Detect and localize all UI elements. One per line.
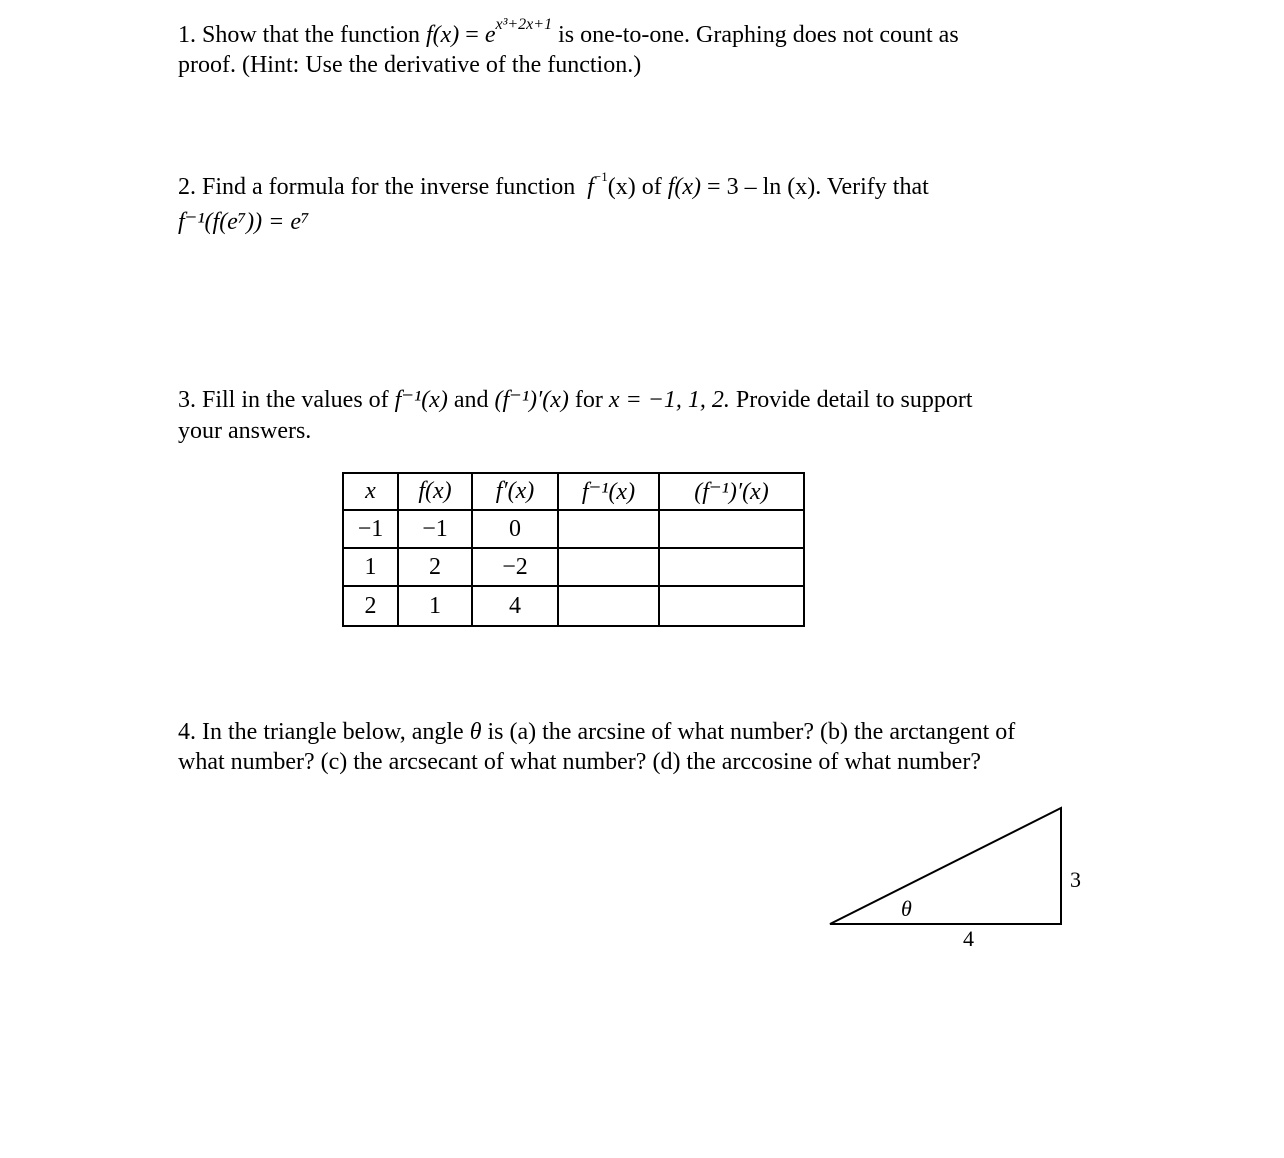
q3-line1 [178,385,973,415]
table-row [343,510,804,548]
q2-fx: f(x) [667,174,702,200]
q4-line1 [178,717,1015,747]
triangle-shape [830,808,1061,924]
table-header-cell: f(x) [398,473,472,510]
table-cell [659,586,804,626]
table-cell: 4 [472,586,558,626]
q4-text2: is (a) the arcsine of what number? (b) the arctangent of [487,719,1016,745]
table-header-cell: f⁻¹(x) [558,473,659,510]
right-triangle-diagram [820,798,1100,958]
q1-exponent: x³+2x+1 [495,16,553,33]
triangle-angle-label: θ [901,896,912,921]
q1-eq: = [465,22,479,48]
q2-verify-expr: f⁻¹(f(e⁷)) = e⁷ [178,209,310,235]
q3-text2: Provide detail to support [735,387,973,413]
q3-text-and: and [453,387,489,413]
q1-text2: is one-to-one. Graphing does not count as [558,22,959,48]
table-header-row [343,473,804,510]
q2-number: 2. [178,174,196,200]
table-cell: −2 [472,548,558,586]
q3-dfinv: (f⁻¹)′(x) [494,387,569,413]
triangle-base-label: 4 [963,926,974,951]
q2-text1: Find a formula for the inverse function [202,174,576,200]
q1-line2 [178,50,641,80]
q3-number: 3. [178,387,196,413]
table-cell [659,510,804,548]
q4-text3: what number? (c) the arcsecant of what number? (d) the arccosine of what number? [178,749,981,775]
table-cell [558,586,659,626]
q2-text-of: of [641,174,662,200]
q1-text3: proof. (Hint: Use the derivative of the function.) [178,52,642,78]
q2-finv-x: (x) [607,174,636,200]
table-cell [558,510,659,548]
q4-text1: In the triangle below, angle [202,719,464,745]
table-cell: 2 [343,586,398,626]
table-cell: −1 [398,510,472,548]
table-cell: 0 [472,510,558,548]
triangle-height-label: 3 [1070,867,1081,892]
q2-line1 [178,169,929,205]
values-table [342,472,805,627]
q3-finv: f⁻¹(x) [394,387,448,413]
q4-theta: θ [469,719,482,745]
q3-text3: your answers. [178,418,312,444]
table-header-cell: x [343,473,398,510]
table-cell: 1 [398,586,472,626]
q2-verify: Verify that [826,174,929,200]
table-cell [659,548,804,586]
q1-line1 [178,16,959,53]
table-row [343,586,804,626]
table-cell: 1 [343,548,398,586]
q2-eq: = 3 – ln (x). [707,174,822,200]
table-row [343,548,804,586]
q3-text-for: for [574,387,603,413]
q1-number: 1. [178,22,196,48]
q2-finv-f: f [587,174,594,200]
q2-line2 [178,207,309,237]
q3-line2 [178,416,311,446]
table-header-cell: f′(x) [472,473,558,510]
q3-text1: Fill in the values of [202,387,389,413]
q3-xvals: x = −1, 1, 2. [608,387,730,413]
table-cell [558,548,659,586]
q1-fx: f(x) [425,22,460,48]
q1-e: e [484,22,496,48]
q2-finv-sup: −1 [593,169,608,184]
q4-line2 [178,747,981,777]
q1-text1: Show that the function [202,22,420,48]
table-header-cell: (f⁻¹)′(x) [659,473,804,510]
table-cell: −1 [343,510,398,548]
table-cell: 2 [398,548,472,586]
q4-number: 4. [178,719,196,745]
